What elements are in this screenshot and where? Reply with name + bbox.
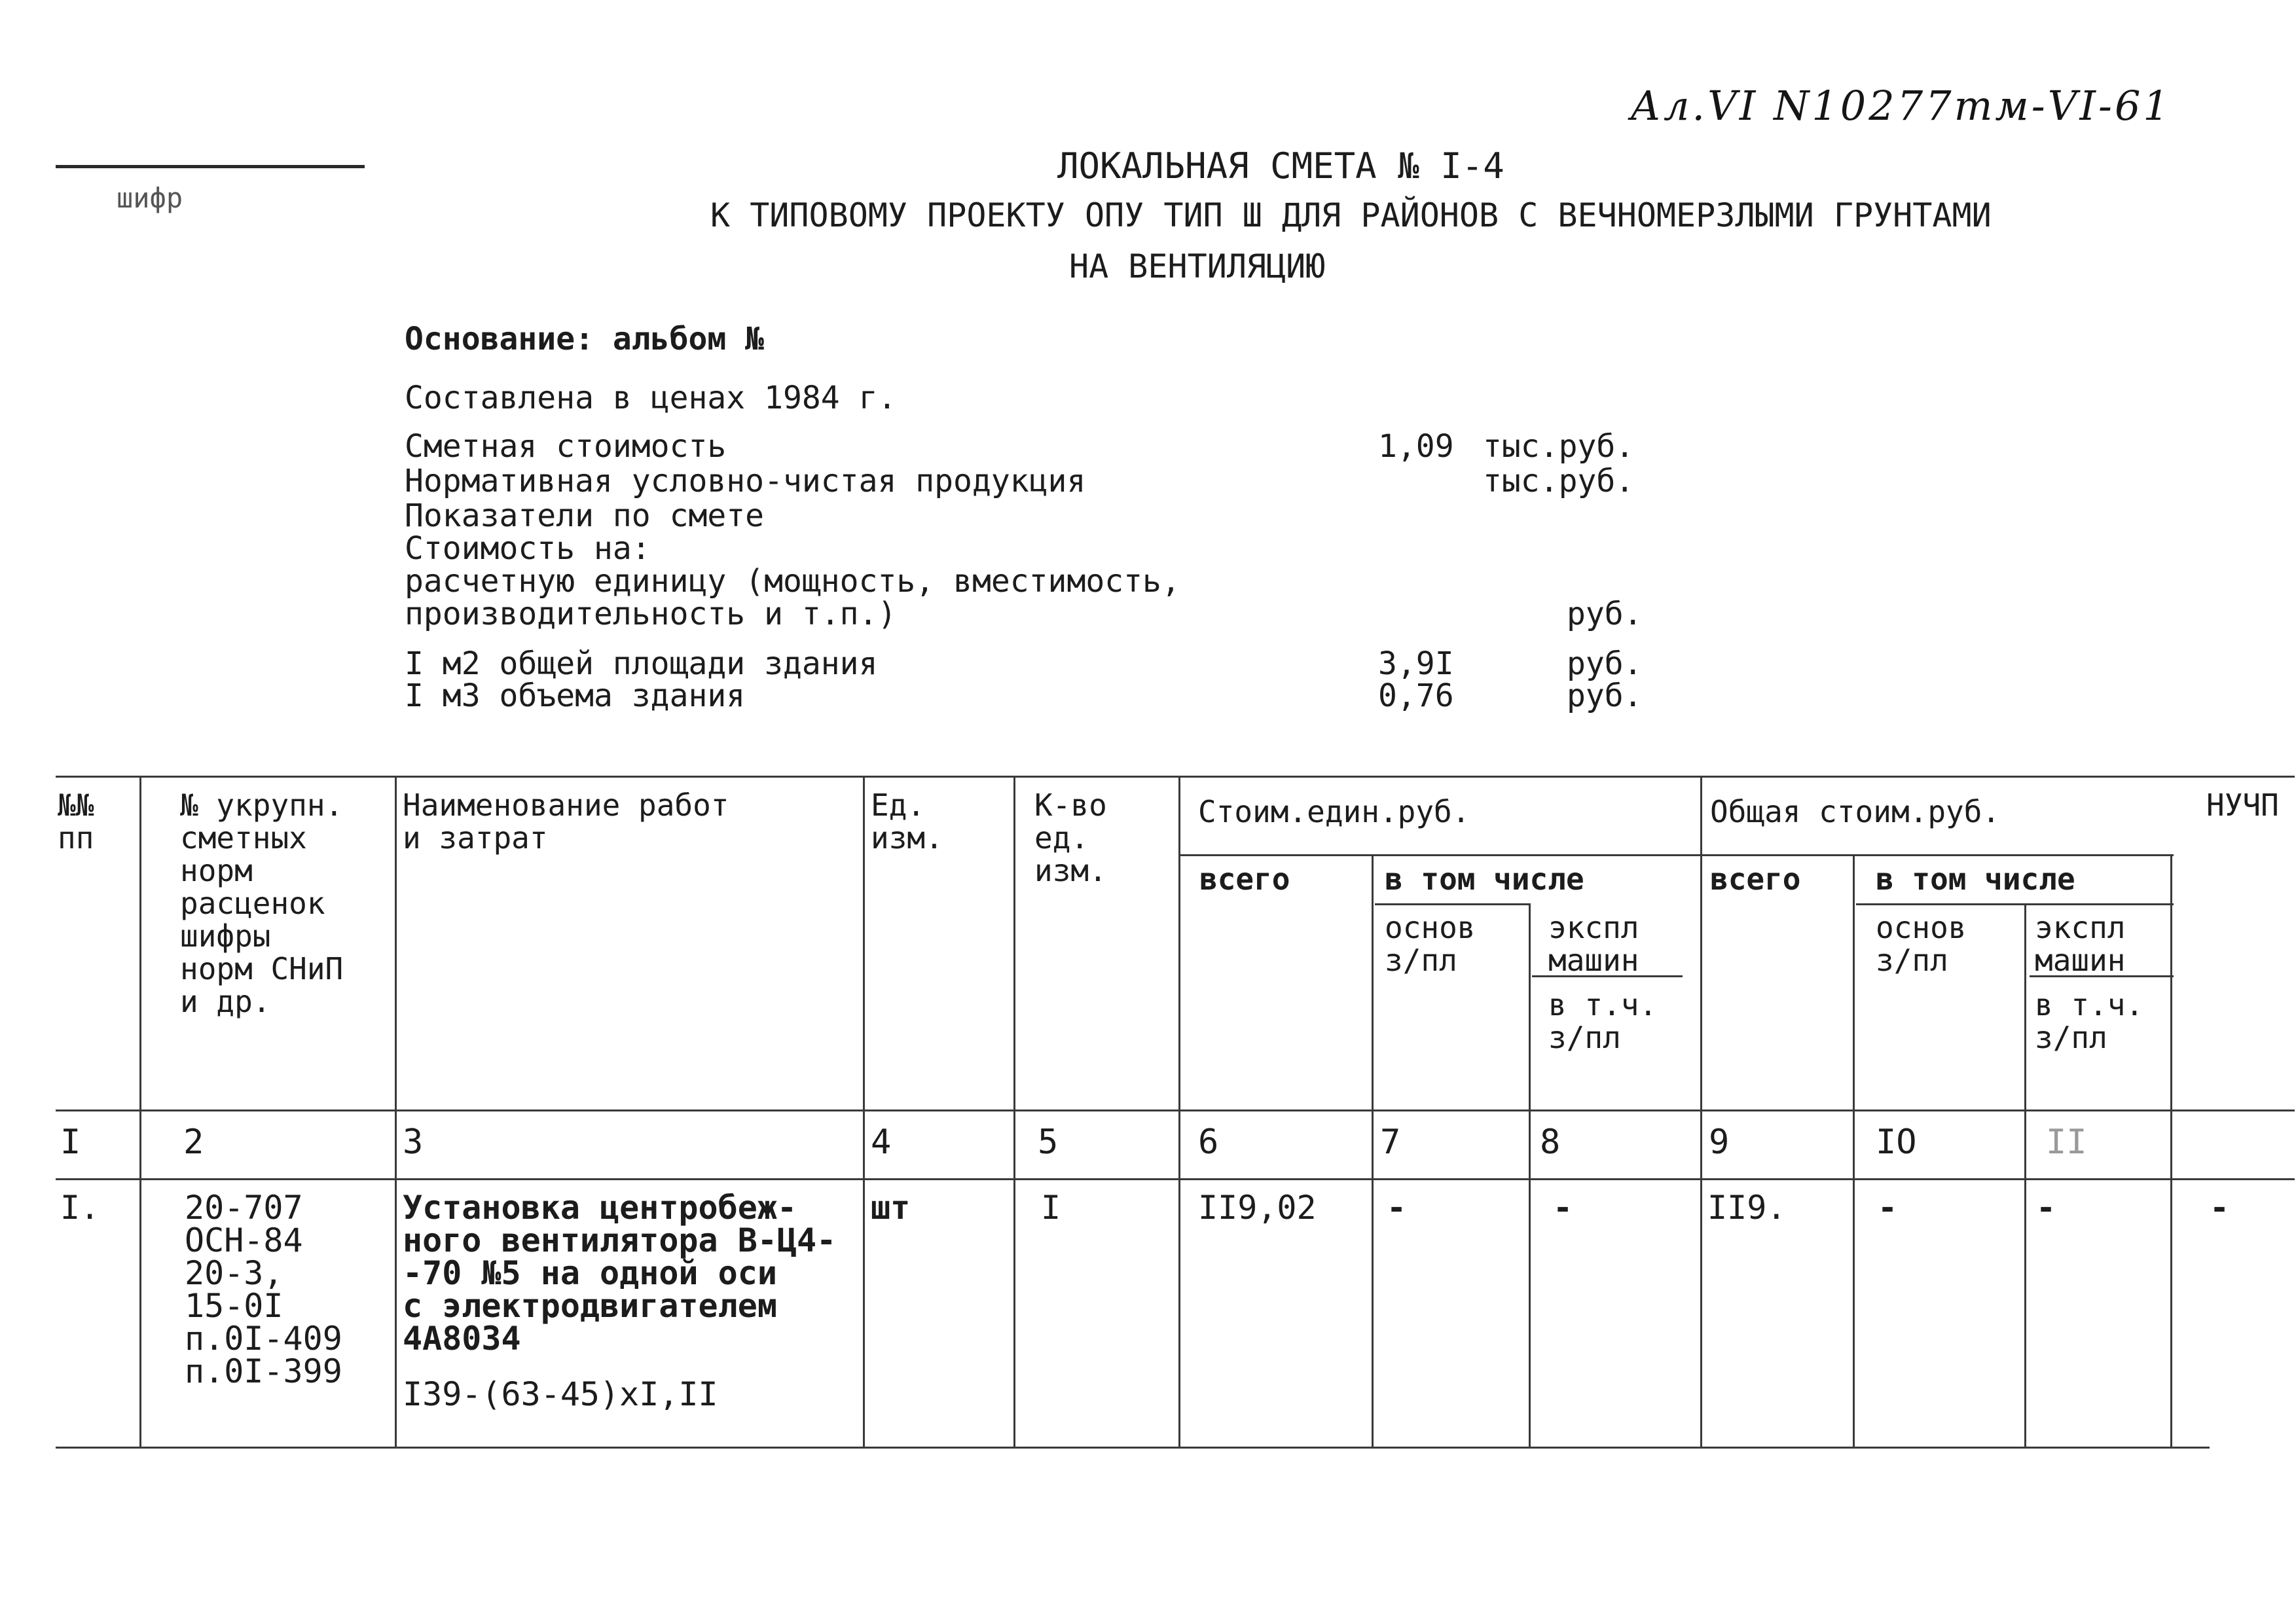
header-row-number: №№ пп [58,787,94,856]
row-unit-total: II9,02 [1198,1189,1317,1227]
col-divider-4 [1013,776,1015,1447]
col-divider-10 [2024,903,2026,1447]
header-total-machines-wage: в т.ч. з/пл [2035,987,2144,1055]
colnum-10: IO [1876,1123,1917,1162]
colnum-5: 5 [1038,1123,1059,1162]
volume-cost-label: I м3 объема здания [405,677,746,714]
header-unit-wage: основ з/пл [1385,910,1476,978]
indicators-label: Показатели по смете [405,497,765,534]
unit-cost-line-1: расчетную единицу (мощность, вместимость, [405,563,1180,600]
col-divider-7 [1529,903,1531,1447]
col-divider-1 [139,776,141,1447]
cost-of-label: Стоимость на: [405,530,651,567]
header-norm-code: № укрупн. сметных норм расценок шифры норм СНиП и др. [180,787,344,1019]
row-quantity: I [1041,1189,1061,1227]
table-bottom-border [56,1447,2210,1449]
header-total-cost-group: Общая стоим.руб. [1710,794,2001,829]
table-top-border [56,776,2295,778]
header-total-wage: основ з/пл [1876,910,1967,978]
row-work-name: Установка центробеж- ного вентилятора В-Ц4- -70 №5 на одной оси с электродвигателем 4А8034 [403,1189,837,1358]
document-title: ЛОКАЛЬНАЯ СМЕТА № I-4 [1057,145,1504,187]
area-cost-label: I м2 общей площади здания [405,645,878,682]
header-unit-machines: экспл машин [1548,910,1639,978]
archive-reference-handwritten: Ал.VI N10277тм-VI-61 [1630,82,2172,130]
row-total-total: II9. [1707,1189,1787,1227]
estimate-cost-label: Сметная стоимость [405,428,727,465]
row-norm-code: 20-707 ОСН-84 20-3, 15-0I п.0I-409 п.0I-399 [185,1189,342,1390]
header-work-name: Наименование работ и затрат [403,787,729,856]
colnum-7: 7 [1380,1123,1401,1162]
row-calculation: I39-(63-45)xI,II [403,1375,718,1413]
basis-line: Основание: альбом № [405,321,765,357]
row-number: I. [60,1189,100,1227]
header-total-total: всего [1710,861,1801,897]
header-unit-machines-wage: в т.ч. з/пл [1548,987,1658,1055]
row-unit-wage: - [1387,1189,1407,1227]
estimate-cost-unit: тыс.руб. [1483,428,1635,465]
unit-cost-currency: руб. [1567,596,1643,632]
volume-cost-currency: руб. [1567,677,1643,714]
col-divider-6 [1372,854,1374,1447]
total-incl-rule [1856,903,2174,905]
colnum-3: 3 [403,1123,424,1162]
document-subject: НА ВЕНТИЛЯЦИЮ [1069,247,1326,285]
header-bottom-border [56,1110,2295,1111]
col-divider-3 [863,776,865,1447]
header-total-machines: экспл машин [2035,910,2126,978]
unit-incl-rule [1375,903,1529,905]
col-divider-5 [1178,776,1180,1447]
colnum-6: 6 [1198,1123,1219,1162]
header-unit-total: всего [1199,861,1290,897]
header-unit-cost-group: Стоим.един.руб. [1198,794,1470,829]
area-cost-currency: руб. [1567,645,1643,682]
compiled-prices-line: Составлена в ценах 1984 г. [405,380,897,416]
cipher-rule [56,165,365,168]
colnum-4: 4 [871,1123,892,1162]
nucp-unit: тыс.руб. [1483,463,1635,499]
col-divider-11 [2170,854,2172,1447]
nucp-label: Нормативная условно-чистая продукция [405,463,1086,499]
row-total-machines: - [2036,1189,2056,1227]
header-quantity: К-во ед. изм. [1034,787,1107,888]
colnum-2: 2 [183,1123,204,1162]
estimate-cost-value: 1,09 [1378,428,1454,465]
unit-cost-line-2: производительность и т.п.) [405,596,897,632]
header-total-incl: в том числе [1876,861,2075,897]
document-subtitle: К ТИПОВОМУ ПРОЕКТУ ОПУ ТИП Ш ДЛЯ РАЙОНОВ С ВЕЧНОМЕРЗЛЫМИ ГРУНТАМИ [710,196,1992,234]
volume-cost-value: 0,76 [1378,677,1454,714]
header-nucp: НУЧП [2206,787,2279,823]
colnum-9: 9 [1709,1123,1730,1162]
header-unit: Ед. изм. [871,787,943,856]
row-nucp: - [2210,1189,2230,1227]
row-unit: шт [871,1189,911,1227]
colnum-bottom-border [56,1178,2295,1180]
row-total-wage: - [1878,1189,1898,1227]
row-unit-machines: - [1553,1189,1573,1227]
header-unit-incl: в том числе [1385,861,1584,897]
col-divider-2 [395,776,397,1447]
colnum-8: 8 [1540,1123,1561,1162]
colnum-1: I [60,1123,81,1162]
col-divider-9 [1853,854,1855,1447]
colnum-11: II [2046,1123,2087,1162]
area-cost-value: 3,9I [1378,645,1454,682]
col-divider-8 [1700,776,1702,1447]
cost-group-rule [1178,854,2174,856]
cipher-label: шифр [117,182,183,214]
